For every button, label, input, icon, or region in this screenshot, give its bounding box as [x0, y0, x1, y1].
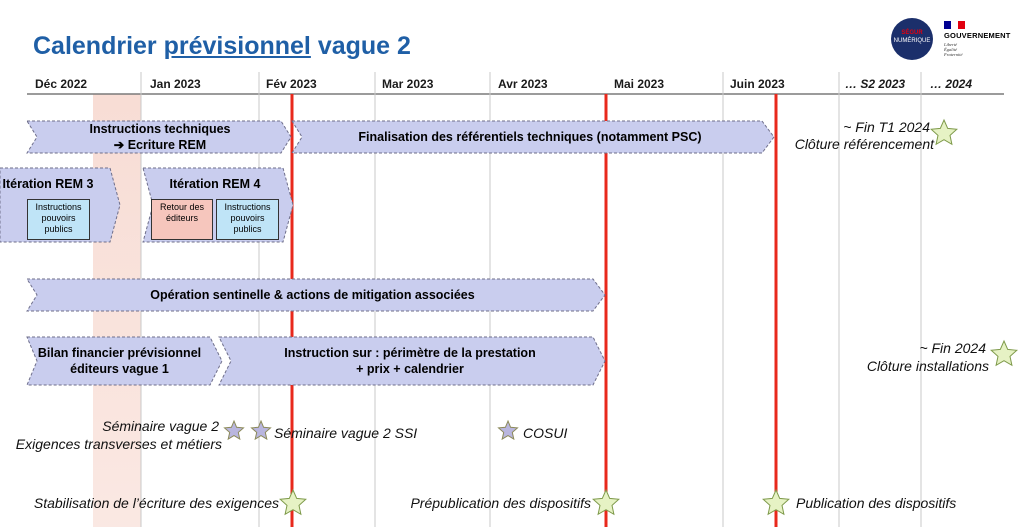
page-title: Calendrier prévisionnel vague 2	[33, 32, 411, 60]
month-mar-2023: Mar 2023	[382, 77, 434, 91]
milestone-stars	[280, 120, 1017, 514]
month-s2-2023: … S2 2023	[845, 77, 906, 91]
month-dec-2022: Déc 2022	[35, 77, 88, 91]
segur-numerique-logo: SÉGUR NUMÉRIQUE	[891, 18, 933, 60]
month-jan-2023: Jan 2023	[150, 77, 201, 91]
event-exigences-transverses: Exigences transverses et métiers	[15, 436, 222, 452]
month-feb-2023: Fév 2023	[266, 77, 317, 91]
event-seminaire-ssi: Séminaire vague 2 SSI	[274, 425, 418, 441]
star-fin-t1	[931, 120, 957, 144]
milestone-fin-2024-label: ~ Fin 2024	[919, 340, 986, 356]
month-jun-2023: Juin 2023	[730, 77, 785, 91]
gouvernement-label: GOUVERNEMENT	[944, 31, 1011, 40]
star-seminaire	[225, 421, 244, 439]
bar-iteration-4-label: Itération REM 4	[169, 177, 261, 191]
republic-motto: Liberté Égalité Fraternité	[944, 42, 963, 57]
star-fin-2024	[991, 341, 1017, 365]
bar-instructions-label: Instructions techniques ➔ Ecriture REM	[89, 122, 231, 152]
event-seminaire-vague-2: Séminaire vague 2	[102, 418, 219, 434]
bar-bilan-label: Bilan financier prévisionnel éditeurs vague 1	[37, 346, 202, 376]
milestone-cloture-referencement: Clôture référencement	[794, 136, 934, 152]
milestone-prepublication: Prépublication des dispositifs	[410, 495, 591, 511]
bar-sentinelle-label: Opération sentinelle & actions de mitigation associées	[150, 288, 475, 302]
box-instructions-pouvoirs-publics-2: Instructions pouvoirs publics	[216, 199, 279, 240]
bar-instruction-sur-label: Instruction sur : périmètre de la prestation + prix + calendrier	[284, 346, 536, 376]
star-seminaire-ssi	[252, 421, 271, 439]
month-may-2023: Mai 2023	[614, 77, 665, 91]
milestone-stabilisation: Stabilisation de l’écriture des exigences	[33, 495, 279, 511]
milestone-cloture-installations: Clôture installations	[866, 358, 989, 374]
box-retour-editeurs: Retour des éditeurs	[151, 199, 213, 240]
event-cosui: COSUI	[523, 425, 568, 441]
milestone-publication: Publication des dispositifs	[796, 495, 957, 511]
month-apr-2023: Avr 2023	[498, 77, 548, 91]
box-instructions-pouvoirs-publics-1: Instructions pouvoirs publics	[27, 199, 90, 240]
star-cosui	[499, 421, 518, 439]
month-2024: … 2024	[930, 77, 973, 91]
bar-finalisation-label: Finalisation des référentiels techniques (notamment PSC)	[358, 130, 702, 144]
milestone-fin-t1-label: ~ Fin T1 2024	[843, 119, 930, 135]
bar-iteration-3-label: Itération REM 3	[2, 177, 94, 191]
